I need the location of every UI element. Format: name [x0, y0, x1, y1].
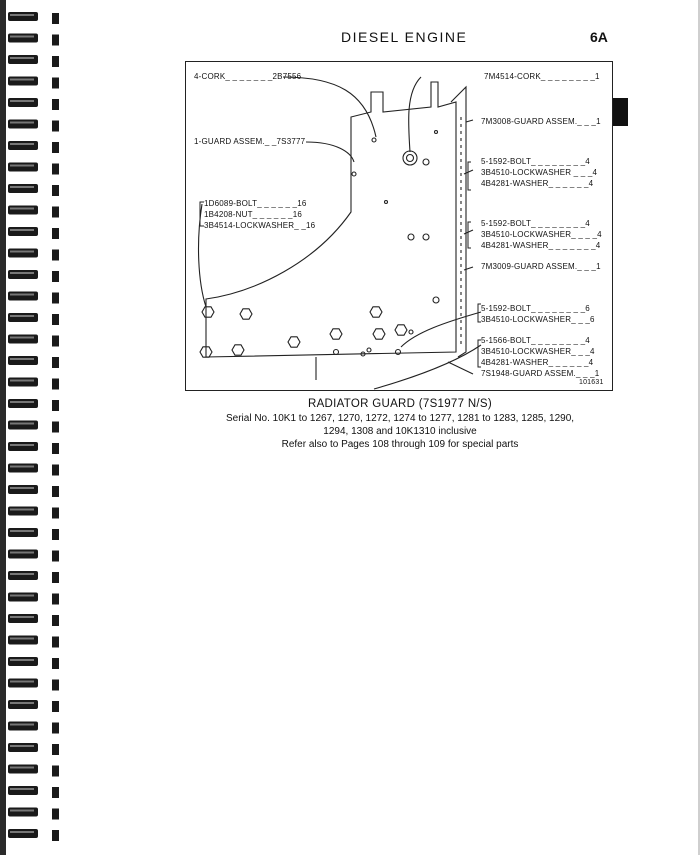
callout-right-6: 5-1592-BOLT_ _ _ _ _ _ _ _4: [481, 219, 590, 228]
parts-diagram: [185, 61, 613, 391]
section-title: DIESEL ENGINE: [341, 29, 468, 45]
callout-bolt-group-left-2: 1B4208-NUT_ _ _ _ _ _16: [204, 210, 302, 219]
callout-right-14: 4B4281-WASHER_ _ _ _ _ _4: [481, 358, 594, 367]
callout-right-3: 5-1592-BOLT_ _ _ _ _ _ _ _4: [481, 157, 590, 166]
callout-right-15: 7S1948-GUARD ASSEM._ _ _1: [481, 369, 600, 378]
page-number: 6A: [590, 29, 608, 45]
caption-serial-line-2: 1294, 1308 and 10K1310 inclusive: [323, 426, 477, 437]
callout-right-13: 3B4510-LOCKWASHER_ _ _4: [481, 347, 595, 356]
figure-number: 101631: [579, 379, 604, 386]
callout-right-2: 7M3008-GUARD ASSEM._ _ _1: [481, 117, 601, 126]
caption-reference-line: Refer also to Pages 108 through 109 for special parts: [281, 439, 519, 450]
spiral-binding: [0, 0, 70, 855]
callout-bolt-group-left-1: 1D6089-BOLT_ _ _ _ _ _16: [204, 199, 307, 208]
callout-right-11: 3B4510-LOCKWASHER_ _ _6: [481, 315, 595, 324]
callout-guard-assem-left: 1-GUARD ASSEM._ _7S3777: [194, 137, 306, 146]
callout-bolt-group-left-3: 3B4514-LOCKWASHER_ _16: [204, 221, 316, 230]
callout-right-1: 7M4514-CORK_ _ _ _ _ _ _ _1: [484, 72, 600, 81]
callout-right-7: 3B4510-LOCKWASHER_ _ _ _4: [481, 230, 602, 239]
callout-right-10: 5-1592-BOLT_ _ _ _ _ _ _ _6: [481, 304, 590, 313]
callout-right-9: 7M3009-GUARD ASSEM._ _ _1: [481, 262, 601, 271]
callout-right-5: 4B4281-WASHER_ _ _ _ _ _4: [481, 179, 594, 188]
callout-right-8: 4B4281-WASHER_ _ _ _ _ _ _4: [481, 241, 601, 250]
callout-right-4: 3B4510-LOCKWASHER _ _ _4: [481, 168, 598, 177]
callout-cork-left: 4-CORK_ _ _ _ _ _ _2B7556: [194, 72, 302, 81]
section-tab-marker: [612, 98, 628, 126]
caption-serial-line-1: Serial No. 10K1 to 1267, 1270, 1272, 1274 to 1277, 1281 to 1283, 1285, 1290,: [225, 413, 575, 424]
callout-right-12: 5-1566-BOLT_ _ _ _ _ _ _ _4: [481, 336, 590, 345]
figure-caption-title: RADIATOR GUARD (7S1977 N/S): [307, 398, 493, 410]
